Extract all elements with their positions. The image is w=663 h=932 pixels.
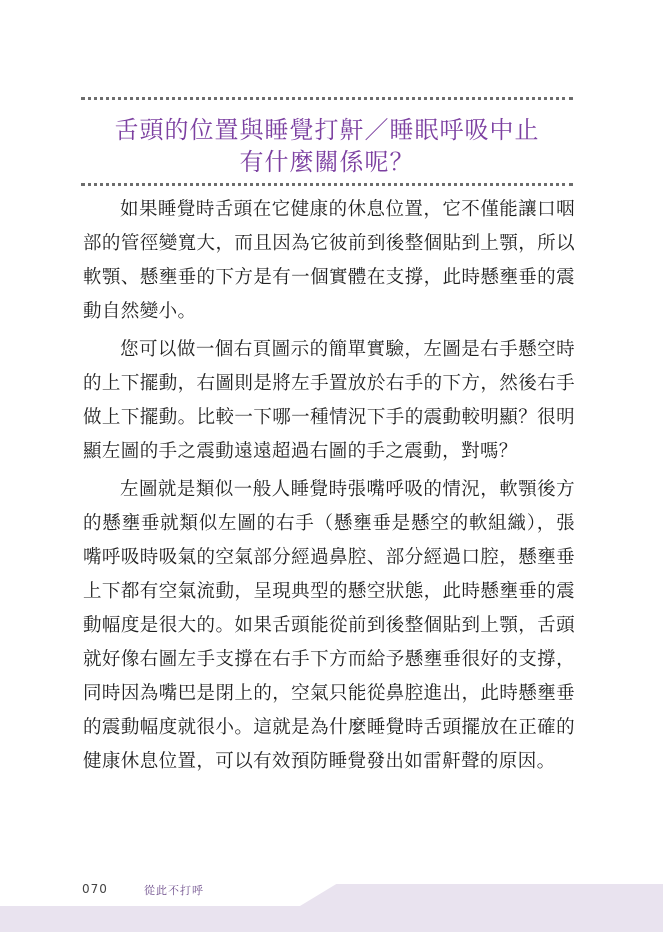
- heading-line-1: 舌頭的位置與睡覺打鼾／睡眠呼吸中止: [114, 116, 540, 144]
- paragraph-2: 您可以做一個右頁圖示的簡單實驗，左圖是右手懸空時的上下擺動，右圖則是將左手置放於右手的下方，然後右手做上下擺動。比較一下哪一種情況下手的震動較明顯？很明顯左圖的手之震動遠遠超過右圖的手之震動，對嗎？: [83, 339, 575, 462]
- top-dotted-rule: [81, 97, 573, 100]
- footer-tab-decoration: [300, 884, 663, 906]
- page-number: 070: [82, 882, 108, 896]
- footer-band: [0, 906, 663, 932]
- paragraph-3: 左圖就是類似一般人睡覺時張嘴呼吸的情況，軟顎後方的懸壅垂就類似左圖的右手（懸壅垂是懸空的軟組織），張嘴呼吸時吸氣的空氣部分經過鼻腔、部分經過口腔，懸壅垂上下都有空氣流動，呈現典型的懸空狀態，此時懸壅垂的震動幅度是很大的。如果舌頭能從前到後整個貼到上顎，舌頭就好像右圖左手支撐在右手下方而給予懸壅垂很好的支撐，同時因為嘴巴是閉上的，空氣只能從鼻腔進出，此時懸壅垂的震動幅度就很小。這就是為什麼睡覺時舌頭擺放在正確的健康休息位置，可以有效預防睡覺發出如雷鼾聲的原因。: [83, 479, 575, 772]
- heading-line-2: 有什麼關係呢？: [239, 148, 415, 176]
- article-body: [83, 193, 575, 783]
- running-book-title: 從此不打呼: [144, 884, 204, 897]
- paragraph-1: 如果睡覺時舌頭在它健康的休息位置，它不僅能讓口咽部的管徑變寬大，而且因為它彼前到後整個貼到上顎，所以軟顎、懸壅垂的下方是有一個實體在支撐，此時懸壅垂的震動自然變小。: [83, 199, 575, 322]
- bottom-dotted-rule: [81, 183, 573, 186]
